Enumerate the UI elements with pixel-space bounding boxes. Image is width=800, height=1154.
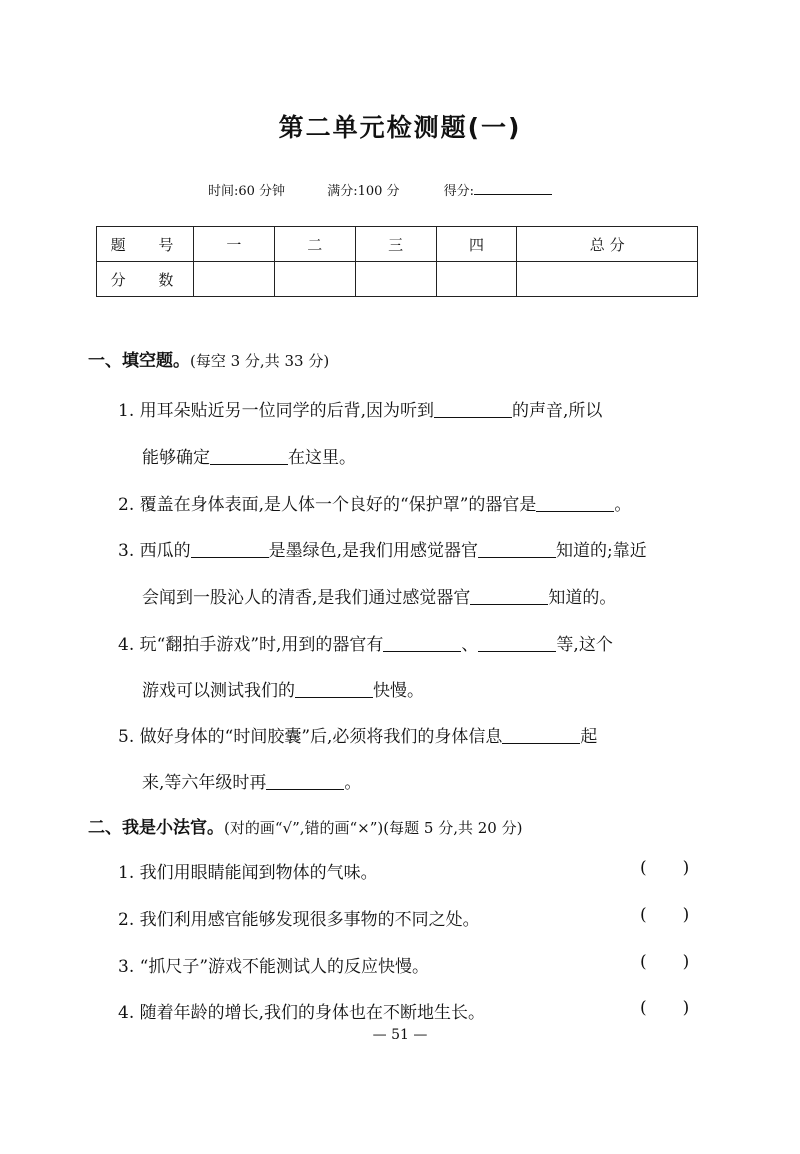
- column-header: 二: [274, 227, 355, 262]
- section-2-heading: 二、我是小法官。(对的画“√”,错的画“×”)(每题 5 分,共 20 分): [88, 818, 523, 838]
- question-5: 5. 做好身体的“时间胶囊”后,必须将我们的身体信息 起: [118, 727, 598, 747]
- score-cell[interactable]: [194, 262, 275, 297]
- question-1: 1. 用耳朵贴近另一位同学的后背,因为听到 的声音,所以: [118, 401, 603, 421]
- answer-blank[interactable]: [295, 681, 373, 698]
- judge-item: 3. “抓尺子”游戏不能测试人的反应快慢。: [118, 957, 430, 977]
- column-header: 三: [355, 227, 436, 262]
- question-2: 2. 覆盖在身体表面,是人体一个良好的“保护罩”的器官是 。: [118, 495, 632, 515]
- answer-parentheses[interactable]: ( ): [640, 858, 690, 878]
- answer-blank[interactable]: [191, 541, 269, 558]
- column-header: 一: [194, 227, 275, 262]
- answer-parentheses[interactable]: ( ): [640, 952, 690, 972]
- full-score: 满分:100 分: [327, 184, 400, 199]
- score-table: [96, 226, 698, 297]
- answer-blank[interactable]: [478, 541, 556, 558]
- answer-parentheses[interactable]: ( ): [640, 905, 690, 925]
- question-4-cont: 游戏可以测试我们的 快慢。: [142, 681, 424, 701]
- answer-parentheses[interactable]: ( ): [640, 998, 690, 1018]
- question-1-cont: 能够确定 在这里。: [142, 448, 356, 468]
- answer-blank[interactable]: [266, 773, 344, 790]
- question-3-cont: 会闻到一股沁人的清香,是我们通过感觉器官 知道的。: [142, 588, 617, 608]
- score-cell[interactable]: [274, 262, 355, 297]
- column-header: 总 分: [517, 227, 698, 262]
- answer-blank[interactable]: [470, 588, 548, 605]
- answer-blank[interactable]: [210, 448, 288, 465]
- time-limit: 时间:60 分钟: [208, 184, 286, 199]
- answer-blank[interactable]: [383, 635, 461, 652]
- answer-blank[interactable]: [536, 495, 614, 512]
- question-3: 3. 西瓜的 是墨绿色,是我们用感觉器官 知道的;靠近: [118, 541, 647, 561]
- page-number: — 51 —: [372, 1027, 428, 1043]
- page-title: 第二单元检测题(一): [278, 113, 522, 142]
- question-5-cont: 来,等六年级时再 。: [142, 773, 362, 793]
- table-row: [97, 227, 698, 262]
- score-cell[interactable]: [436, 262, 517, 297]
- answer-blank[interactable]: [434, 401, 512, 418]
- answer-blank[interactable]: [478, 635, 556, 652]
- column-header: 四: [436, 227, 517, 262]
- judge-item: 1. 我们用眼睛能闻到物体的气味。: [118, 863, 378, 883]
- score-blank[interactable]: [474, 182, 552, 195]
- question-4: 4. 玩“翻拍手游戏”时,用到的器官有 、 等,这个: [118, 635, 613, 655]
- table-row: [97, 262, 698, 297]
- score-cell[interactable]: [517, 262, 698, 297]
- score-label: 得分:: [443, 184, 475, 199]
- row-label-question: 题 号: [97, 227, 194, 262]
- score-cell[interactable]: [355, 262, 436, 297]
- answer-blank[interactable]: [502, 727, 580, 744]
- exam-meta: [208, 180, 552, 199]
- row-label-score: 分 数: [97, 262, 194, 297]
- section-1-heading: 一、填空题。(每空 3 分,共 33 分): [88, 351, 330, 371]
- judge-item: 2. 我们利用感官能够发现很多事物的不同之处。: [118, 910, 480, 930]
- judge-item: 4. 随着年龄的增长,我们的身体也在不断地生长。: [118, 1003, 486, 1023]
